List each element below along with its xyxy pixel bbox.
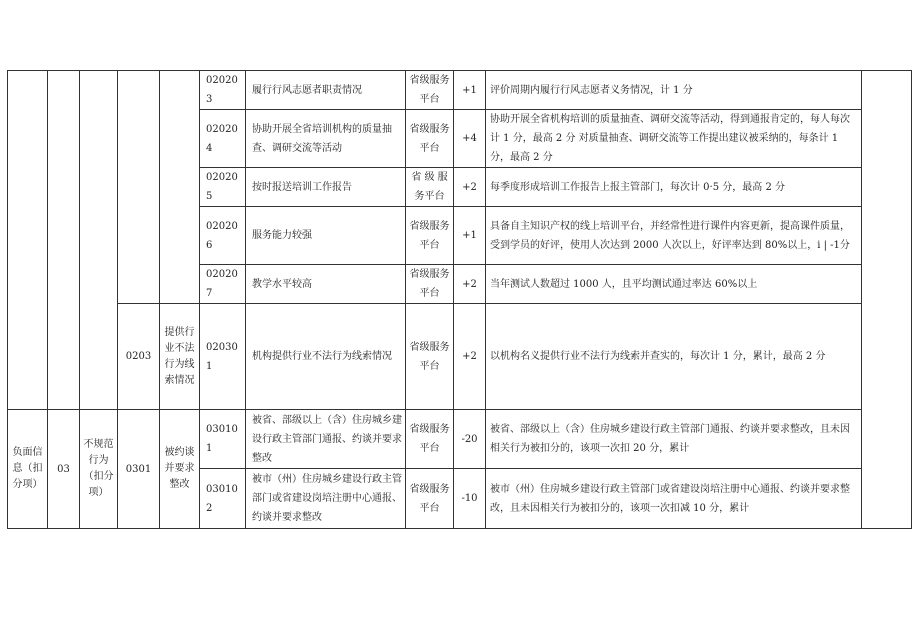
sub-name: 提供行业不法行为线索情况 xyxy=(160,304,200,410)
rule: 每季度形成培训工作报告上报主管部门，每次计 0·5 分，最高 2 分 xyxy=(486,168,862,207)
points: +2 xyxy=(454,168,486,207)
platform: 省级服务平台 xyxy=(406,207,454,265)
rule: 当年测试人数超过 1000 人，且平均测试通过率达 60%以上 xyxy=(486,265,862,304)
sub-name: 被约谈并要求整改 xyxy=(160,410,200,529)
item-code: 020205 xyxy=(200,168,246,207)
platform: 省级服务平台 xyxy=(406,304,454,410)
platform: 省级服务平台 xyxy=(406,110,454,168)
item-code: 030102 xyxy=(200,469,246,529)
category-type: 不规范行为（扣分项） xyxy=(80,410,118,529)
category-code: 03 xyxy=(48,410,80,529)
sub-code: 0203 xyxy=(118,304,160,410)
item-desc: 协助开展全省培训机构的质量抽查、调研交流等活动 xyxy=(246,110,406,168)
item-desc: 教学水平较高 xyxy=(246,265,406,304)
points: +1 xyxy=(454,207,486,265)
empty-cell xyxy=(118,71,160,304)
item-desc: 被市（州）住房城乡建设行政主管部门或省建设岗培注册中心通报、约谈并要求整改 xyxy=(246,469,406,529)
sub-code: 0301 xyxy=(118,410,160,529)
points: +1 xyxy=(454,71,486,110)
platform: 省级服务平台 xyxy=(406,71,454,110)
rule: 协助开展全省机构培训的质量抽查、调研交流等活动，得到通报肯定的，每人每次计 1 分，最高 2 分 对质量抽查、调研交流等工作提出建议被采纳的，每条计 1 分，最高 2 分 xyxy=(486,110,862,168)
points: +4 xyxy=(454,110,486,168)
rule: 具备自主知识产权的线上培训平台，并经常性进行课件内容更新，提高课件质量，受到学员的好评，使用人次达到 2000 人次以上，好评率达到 80%以上，i | -1分 xyxy=(486,207,862,265)
platform: 省级服务平台 xyxy=(406,265,454,304)
item-code: 020301 xyxy=(200,304,246,410)
item-desc: 服务能力较强 xyxy=(246,207,406,265)
empty-cell xyxy=(48,71,80,410)
item-desc: 机构提供行业不法行为线索情况 xyxy=(246,304,406,410)
platform: 省 级 服 务平台 xyxy=(406,168,454,207)
item-code: 020206 xyxy=(200,207,246,265)
platform: 省级服务平台 xyxy=(406,469,454,529)
empty-cell xyxy=(160,71,200,304)
item-code: 020207 xyxy=(200,265,246,304)
table-row xyxy=(8,71,912,110)
points: +2 xyxy=(454,304,486,410)
item-desc: 被省、部级以上（含）住房城乡建设行政主管部门通报、约谈并要求整改 xyxy=(246,410,406,469)
item-code: 020204 xyxy=(200,110,246,168)
rule: 被省、部级以上（含）住房城乡建设行政主管部门通报、约谈并要求整改，且未因相关行为被扣分的，该项一次扣 20 分，累计 xyxy=(486,410,862,469)
item-code: 020203 xyxy=(200,71,246,110)
scoring-table xyxy=(7,70,912,529)
rule: 被市（州）住房城乡建设行政主管部门或省建设岗培注册中心通报、约谈并要求整改，且未因相关行为被扣分的，该项一次扣减 10 分，累计 xyxy=(486,469,862,529)
points: -10 xyxy=(454,469,486,529)
category-name: 负面信息（扣分项） xyxy=(8,410,48,529)
empty-cell xyxy=(80,71,118,410)
rule: 以机构名义提供行业不法行为线索并查实的，每次计 1 分，累计，最高 2 分 xyxy=(486,304,862,410)
item-desc: 履行行风志愿者职责情况 xyxy=(246,71,406,110)
rule: 评价周期内履行行风志愿者义务情况，计 1 分 xyxy=(486,71,862,110)
item-code: 030101 xyxy=(200,410,246,469)
points: +2 xyxy=(454,265,486,304)
table-row xyxy=(8,410,912,469)
item-desc: 按时报送培训工作报告 xyxy=(246,168,406,207)
empty-cell xyxy=(862,71,912,529)
table-row xyxy=(8,304,912,410)
platform: 省级服务平台 xyxy=(406,410,454,469)
empty-cell xyxy=(8,71,48,410)
points: -20 xyxy=(454,410,486,469)
